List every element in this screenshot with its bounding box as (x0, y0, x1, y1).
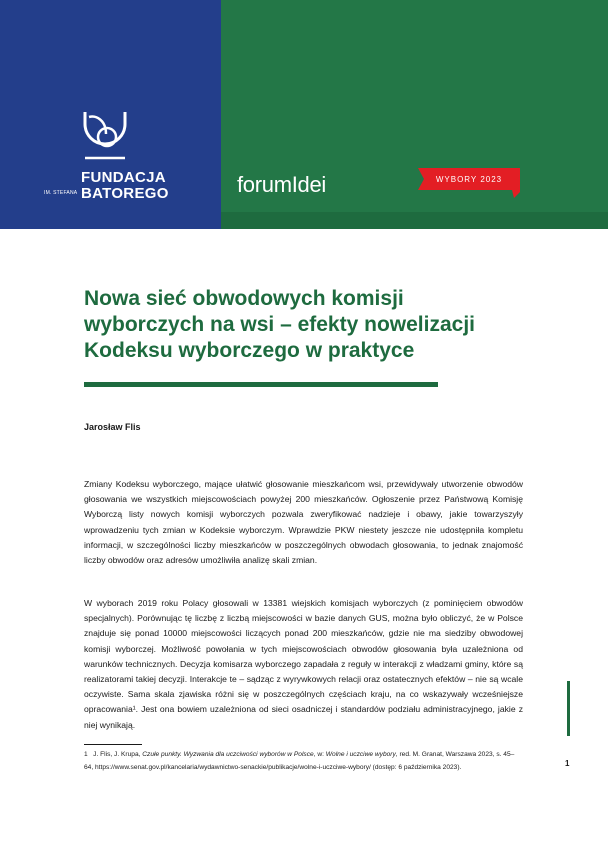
page-title: Nowa sieć obwodowych komisji wyborczych na wsi – efekty nowelizacji Kodeksu wyborczego w praktyce (84, 287, 475, 362)
foundation-logo[interactable] (44, 110, 174, 210)
footnote-marker: 1 (84, 751, 88, 758)
logo-small-text: IM. STEFANA (44, 190, 78, 196)
footnote-divider (84, 744, 142, 745)
ribbon-label: WYBORY 2023 (435, 175, 503, 184)
paragraph-1: Zmiany Kodeksu wyborczego, mające ułatwić głosowanie mieszkańcom wsi, przewidywały utworzenie obwodów głosowania we wszystkich miejscowościach powyżej 200 mieszkańców. Ogłoszenie przez Państwową Komisję Wyborczą listy nowych komisji wyborczych pozwala zweryfikować nadzieje i obawy, jakie towarzyszyły wprowadzeniu tych zmian w Kodeksie wyborczym. Wprawdzie PKW niestety jeszcze nie udostępniła kompletu informacji, w szczególności liczby mieszkańców w poszczególnych obwodach głosowania, to jednak znajomość liczby obwodów oraz adresów umożliwiła analizę skali zmian. (84, 479, 523, 566)
footnote (84, 749, 519, 774)
paragraph-2: W wyborach 2019 roku Polacy głosowali w 13381 wiejskich komisjach wyborczych (z pominięciem obwodów specjalnych). Porównując tę liczbę z liczbą miejscowości w bazie danych GUS, można było obliczyć, że w Polsce znajduje się ponad 10000 miejscowości liczących ponad 200 mieszkańców, gdzie nie ma siedziby obwodowej komisji wyborczej. Możliwość powołania w tych miejscowościach obwodów głosowania była uzależniona od warunków technicznych. Decyzja komisarza wyborczego zapadała z reguły w interakcji z władzami gminy, które są realizatorami takiej decyzji. Interakcje te – sądząc z wyrywkowych relacji oraz ostatecznych efektów – nie są wcale oczywiste. Sama skala zjawiska różni się w poszczególnych częściach kraju, na co wskazywały wcześniejsze opracowania¹. Jest ona bowiem uzależniona od sieci osadniczej i standardów podziału administracyjnego, jakie z niej wynikają. (84, 598, 523, 730)
footnote-book-title: Wolne i uczciwe wybory (325, 751, 396, 758)
series-name: forumIdei (237, 172, 327, 197)
page-number: 1 (565, 759, 570, 768)
footnote-details[interactable]: , red. M. Granat, Warszawa 2023, s. 45–64, https://www.senat.gov.pl/kancelaria/wydawnictwo-senackie/publikacje/wolne-i-uczciwe-wybory/ (dostęp: 6 października 2023). (84, 751, 515, 771)
footnote-work-title: Czułe punkty. Wyzwania dla uczciwości wyborów w Polsce (142, 751, 314, 758)
author-name: Jarosław Flis (84, 422, 141, 432)
logo-text-fundacja: FUNDACJA (81, 169, 166, 186)
margin-accent-bar (567, 681, 570, 736)
footnote-authors: J. Flis, J. Krupa, (93, 751, 141, 758)
logo-text-batorego: BATOREGO (81, 185, 169, 202)
footnote-in-label: , w: (313, 751, 324, 758)
foundation-logo-icon (82, 110, 128, 162)
title-underline (84, 382, 438, 387)
